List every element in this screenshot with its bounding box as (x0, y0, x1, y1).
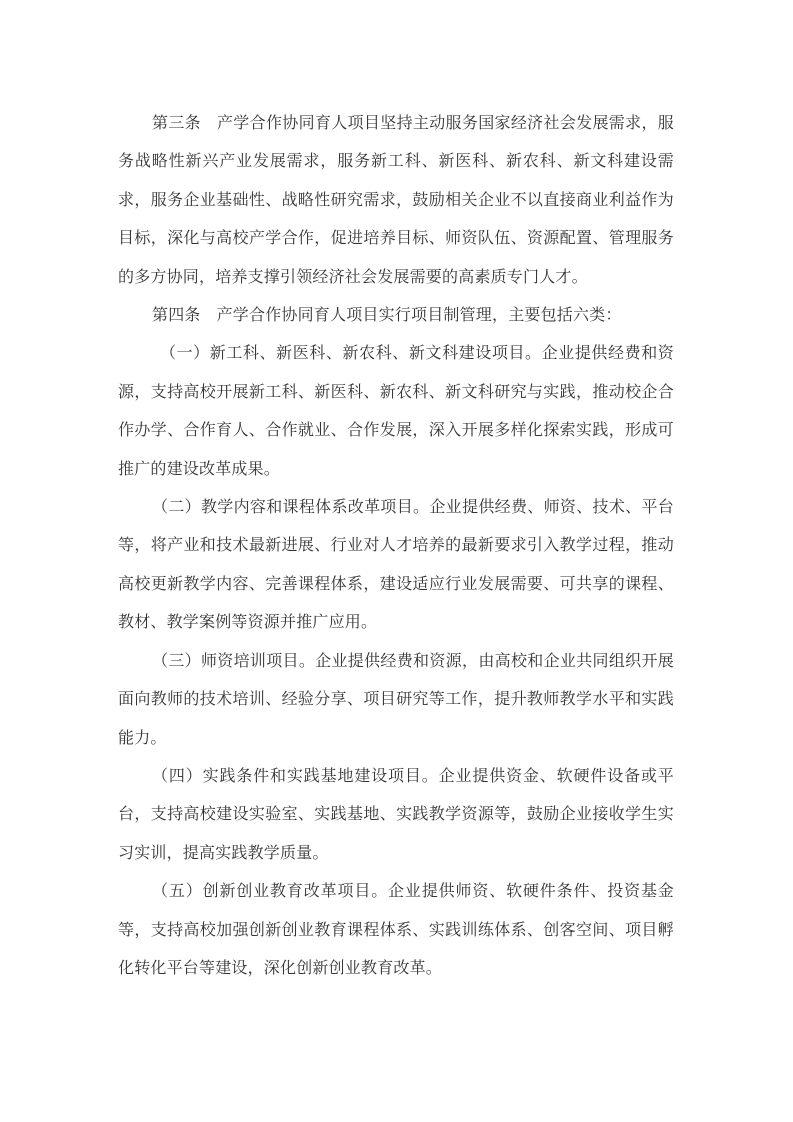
item-2-paragraph (118, 488, 674, 642)
document-page (118, 104, 674, 987)
article-3-paragraph (118, 104, 674, 296)
item-label: （四） (152, 765, 203, 785)
article-4-paragraph (118, 296, 674, 334)
item-text: 教学内容和课程体系改革项目。企业提供经费、师资、技术、平台等，将产业和技术最新进展、行业对人才培养的最新要求引入教学过程，推动高校更新教学内容、完善课程体系，建设适应行业发展需要、可共享的课程、教材、教学案例等资源并推广应用。 (118, 497, 674, 632)
item-text: 师资培训项目。企业提供经费和资源，由高校和企业共同组织开展面向教师的技术培训、经验分享、项目研究等工作，提升教师教学水平和实践能力。 (118, 650, 674, 747)
item-1-paragraph (118, 334, 674, 488)
article-text: 产学合作协同育人项目实行项目制管理，主要包括六类： (216, 305, 622, 325)
item-3-paragraph (118, 642, 674, 757)
item-text: 实践条件和实践基地建设项目。企业提供资金、软硬件设备或平台，支持高校建设实验室、实践基地、实践教学资源等，鼓励企业接收学生实习实训，提高实践教学质量。 (118, 765, 674, 862)
item-label: （五） (152, 881, 203, 901)
item-5-paragraph (118, 872, 674, 987)
item-text: 创新创业教育改革项目。企业提供师资、软硬件条件、投资基金等，支持高校加强创新创业教育课程体系、实践训练体系、创客空间、项目孵化转化平台等建设，深化创新创业教育改革。 (118, 881, 674, 977)
item-label: （一） (160, 343, 210, 363)
article-label: 第三条 (152, 113, 201, 132)
item-label: （二） (152, 497, 201, 517)
article-text: 产学合作协同育人项目坚持主动服务国家经济社会发展需求，服务战略性新兴产业发展需求，服务新工科、新医科、新农科、新文科建设需求，服务企业基础性、战略性研究需求，鼓励相关企业不以直接商业利益作为目标，深化与高校产学合作，促进培养目标、师资队伍、资源配置、管理服务的多方协同，培养支撑引领经济社会发展需要的高素质专门人才。 (118, 113, 674, 286)
item-4-paragraph (118, 757, 674, 872)
item-text: 新工科、新医科、新农科、新文科建设项目。企业提供经费和资源，支持高校开展新工科、新医科、新农科、新文科研究与实践，推动校企合作办学、合作育人、合作就业、合作发展，深入开展多样化探索实践，形成可推广的建设改革成果。 (118, 343, 674, 478)
article-label: 第四条 (152, 305, 201, 325)
item-label: （三） (152, 650, 201, 670)
